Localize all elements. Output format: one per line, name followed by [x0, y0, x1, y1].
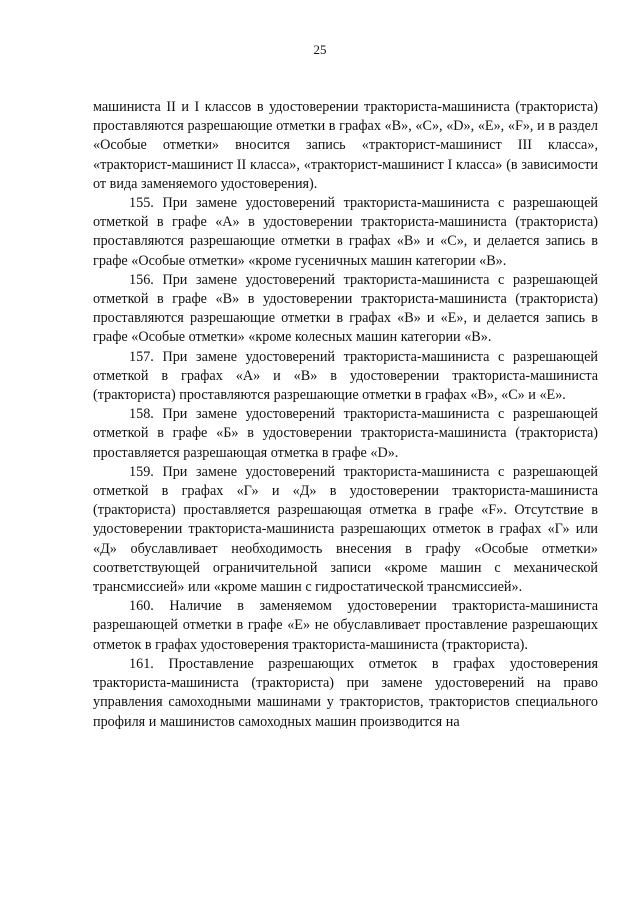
paragraph-159: 159. При замене удостоверений тракториста-машиниста с разрешающей отметкой в графах «Г» и «Д» в удостоверении тракториста-машиниста (тракториста) проставляется разрешающая отметка в графе «F». Отсутствие в удостоверении тракториста-машиниста разрешающих отметок в графах «Г» или «Д» обуславливает необходимость внесения в графу «Особые отметки» соответствующей ограничительной записи «кроме машин с механической трансмиссией» или «кроме машин с гидростатической трансмиссией». — [93, 463, 598, 596]
paragraph-161: 161. Проставление разрешающих отметок в графах удостоверения тракториста-машиниста (тракториста) при замене удостоверений на право управления самоходными машинами у трактористов, трактористов специального профиля и машинистов самоходных машин производится на — [93, 655, 598, 730]
paragraph-continuation: машиниста II и I классов в удостоверении тракториста-машиниста (тракториста) проставляются разрешающие отметки в графах «В», «С», «D», «Е», «F», и в раздел «Особые отметки» вносится запись «тракторист-машинист III класса», «тракторист-машинист II класса», «тракторист-машинист I класса» (в зависимости от вида заменяемого удостоверения). — [93, 99, 598, 192]
page-number: 25 — [313, 42, 327, 57]
paragraph-156: 156. При замене удостоверений тракториста-машиниста с разрешающей отметкой в графе «В» в удостоверении тракториста-машиниста (тракториста) проставляются разрешающие отметки в графах «В» и «Е», и делается запись в графе «Особые отметки» «кроме колесных машин категории «В». — [93, 271, 598, 346]
document-body — [93, 98, 598, 732]
paragraph-158: 158. При замене удостоверений тракториста-машиниста с разрешающей отметкой в графе «Б» в удостоверении тракториста-машиниста (тракториста) проставляется разрешающая отметка в графе «D». — [93, 406, 598, 461]
paragraph-155: 155. При замене удостоверений тракториста-машиниста с разрешающей отметкой в графе «А» в удостоверении тракториста-машиниста (тракториста) проставляются разрешающие отметки в графах «В» и «С», и делается запись в графе «Особые отметки» «кроме гусеничных машин категории «В». — [93, 195, 598, 269]
paragraph-160: 160. Наличие в заменяемом удостоверении тракториста-машиниста разрешающей отметки в графе «Е» не обуславливает проставление разрешающих отметок в графах удостоверения тракториста-машиниста (тракториста). — [93, 598, 598, 653]
paragraph-157: 157. При замене удостоверений тракториста-машиниста с разрешающей отметкой в графах «А» и «В» в удостоверении тракториста-машиниста (тракториста) проставляются разрешающие отметки в графах «В», «С» и «Е». — [93, 348, 598, 404]
